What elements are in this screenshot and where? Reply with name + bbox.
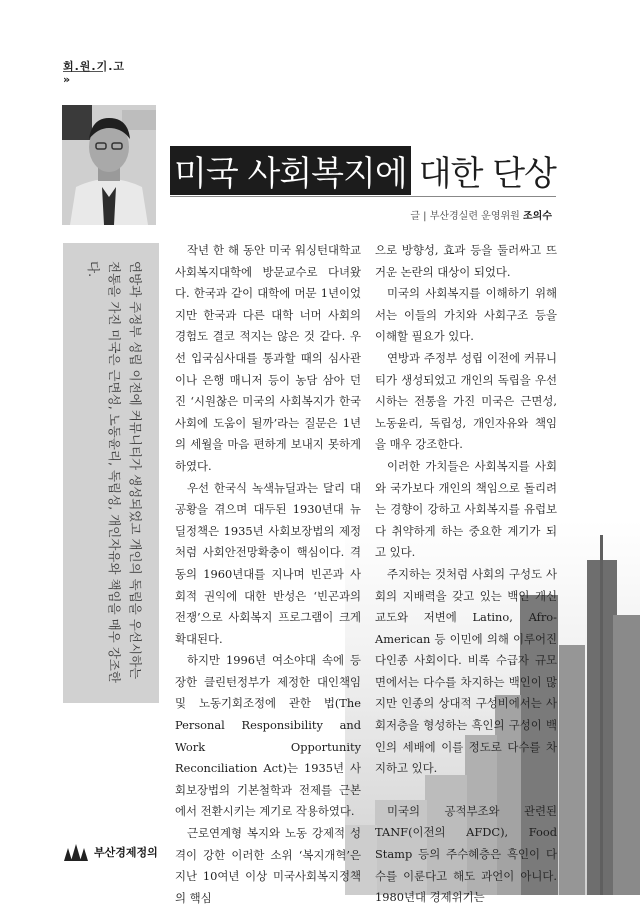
section-arrow: » xyxy=(63,73,71,86)
byline-prefix: 글 | 부산경실련 운영위원 xyxy=(410,211,520,222)
byline xyxy=(410,207,552,222)
article-title xyxy=(170,147,556,193)
paragraph: 하지만 1996년 여소야대 속에 등장한 클린턴정부가 제정한 대인책임 및 노동기회조정에 관한 법(The Personal Responsibility and Work Opportunity Reconciliation Act)는 1935년 사회보장법의 기본철학과 전제를 근본에서 전환시키는 계기로 작용하였다. xyxy=(175,653,361,819)
title-highlight: 미국 사회복지에 xyxy=(170,146,411,195)
logo-text: 부산경제정의 xyxy=(94,846,158,859)
pullquote: 연방과 주정부 성립 이전에 커뮤니티가 생성되었고 개인의 독립을 우선시하는 전통을 가진 미국은 근면성, 노동윤리, 독립성, 개인자유와 책임을 매우 강조한다. xyxy=(86,261,143,684)
paragraph: 미국의 공적부조와 관련된 TANF(이전의 AFDC), Food Stamp 등의 주수혜층은 흑인이 다수를 이룬다고 해도 과언이 아니다. 1980년대 경제위기는 xyxy=(375,803,557,905)
paragraph: 으로 방향성, 효과 등을 둘러싸고 뜨거운 논란의 대상이 되었다. xyxy=(375,243,557,279)
paragraph: 미국의 사회복지를 이해하기 위해서는 이들의 가치와 사회구조 등을 이해할 필요가 있다. xyxy=(375,286,557,344)
paragraph: 연방과 주정부 성립 이전에 커뮤니티가 생성되었고 개인의 독립을 우선시하는 전통을 가진 미국은 근면성, 노동윤리, 독립성, 개인자유와 책임을 매우 강조한다. xyxy=(375,350,557,452)
byline-author: 조의수 xyxy=(523,211,552,222)
section-label: 회.원.기.고 xyxy=(63,60,126,73)
body-column-1 xyxy=(175,240,361,909)
author-photo xyxy=(62,105,156,225)
paragraph: 주지하는 것처럼 사회의 구성도 사회의 지배력을 갖고 있는 백인 개신교도와 저변에 Latino, Afro-American 등 이민에 의해 이루어진 다인종 사회이다. 비록 수급자 규모면에서는 다수를 차지하는 백인이 많지만 인종의 상대적 구성비에서는 사회저층을 형성하는 흑인의 구성이 백인의 세배에 이를 정도로 다수를 차지하고 있다. xyxy=(375,566,557,776)
logo-mark-icon xyxy=(63,842,89,862)
paragraph: 이러한 가치들은 사회복지를 사회와 국가보다 개인의 책임으로 돌리려는 경향이 강하고 사회복지를 유럽보다 취약하게 하는 중요한 계기가 되고 있다. xyxy=(375,458,557,560)
author-portrait-icon xyxy=(62,105,156,225)
paragraph: 우선 한국식 녹색뉴딜과는 달리 대공황을 겪으며 대두된 1930년대 뉴딜정책은 1935년 사회보장법의 제정처럼 사회안전망확충이 핵심이다. 격동의 1960년대를 지나며 빈곤과 사회적 권익에 대한 반성은 ‘빈곤과의 전쟁’으로 사회복지 프로그램이 크게 확대된다. xyxy=(175,480,361,646)
title-rule xyxy=(170,196,556,197)
paragraph: 작년 한 해 동안 미국 워싱턴대학교 사회복지대학에 방문교수로 다녀왔다. 한국과 같이 대학에 머문 1년이었지만 한국과 다른 대학 너머 사회의 경험도 결코 적지는 않은 것 같다. 우선 입국심사대를 통과할 때의 심사관이나 은행 매니저 등이 농담 삼아 던진 ‘시원찮은 미국의 사회복지가 한국사회에 도움이 될까’라는 질문은 1년의 세월을 마음 편하게 보내지 못하게 하였다. xyxy=(175,243,361,473)
body-column-2 xyxy=(375,240,557,909)
paragraph: 근로연계형 복지와 노동 강제적 성격이 강한 이러한 소위 ‘복지개혁’은 지난 10여년 이상 미국사회복지정책의 핵심 xyxy=(175,826,361,905)
title-rest: 대한 단상 xyxy=(418,153,556,194)
footer-logo xyxy=(63,842,158,862)
